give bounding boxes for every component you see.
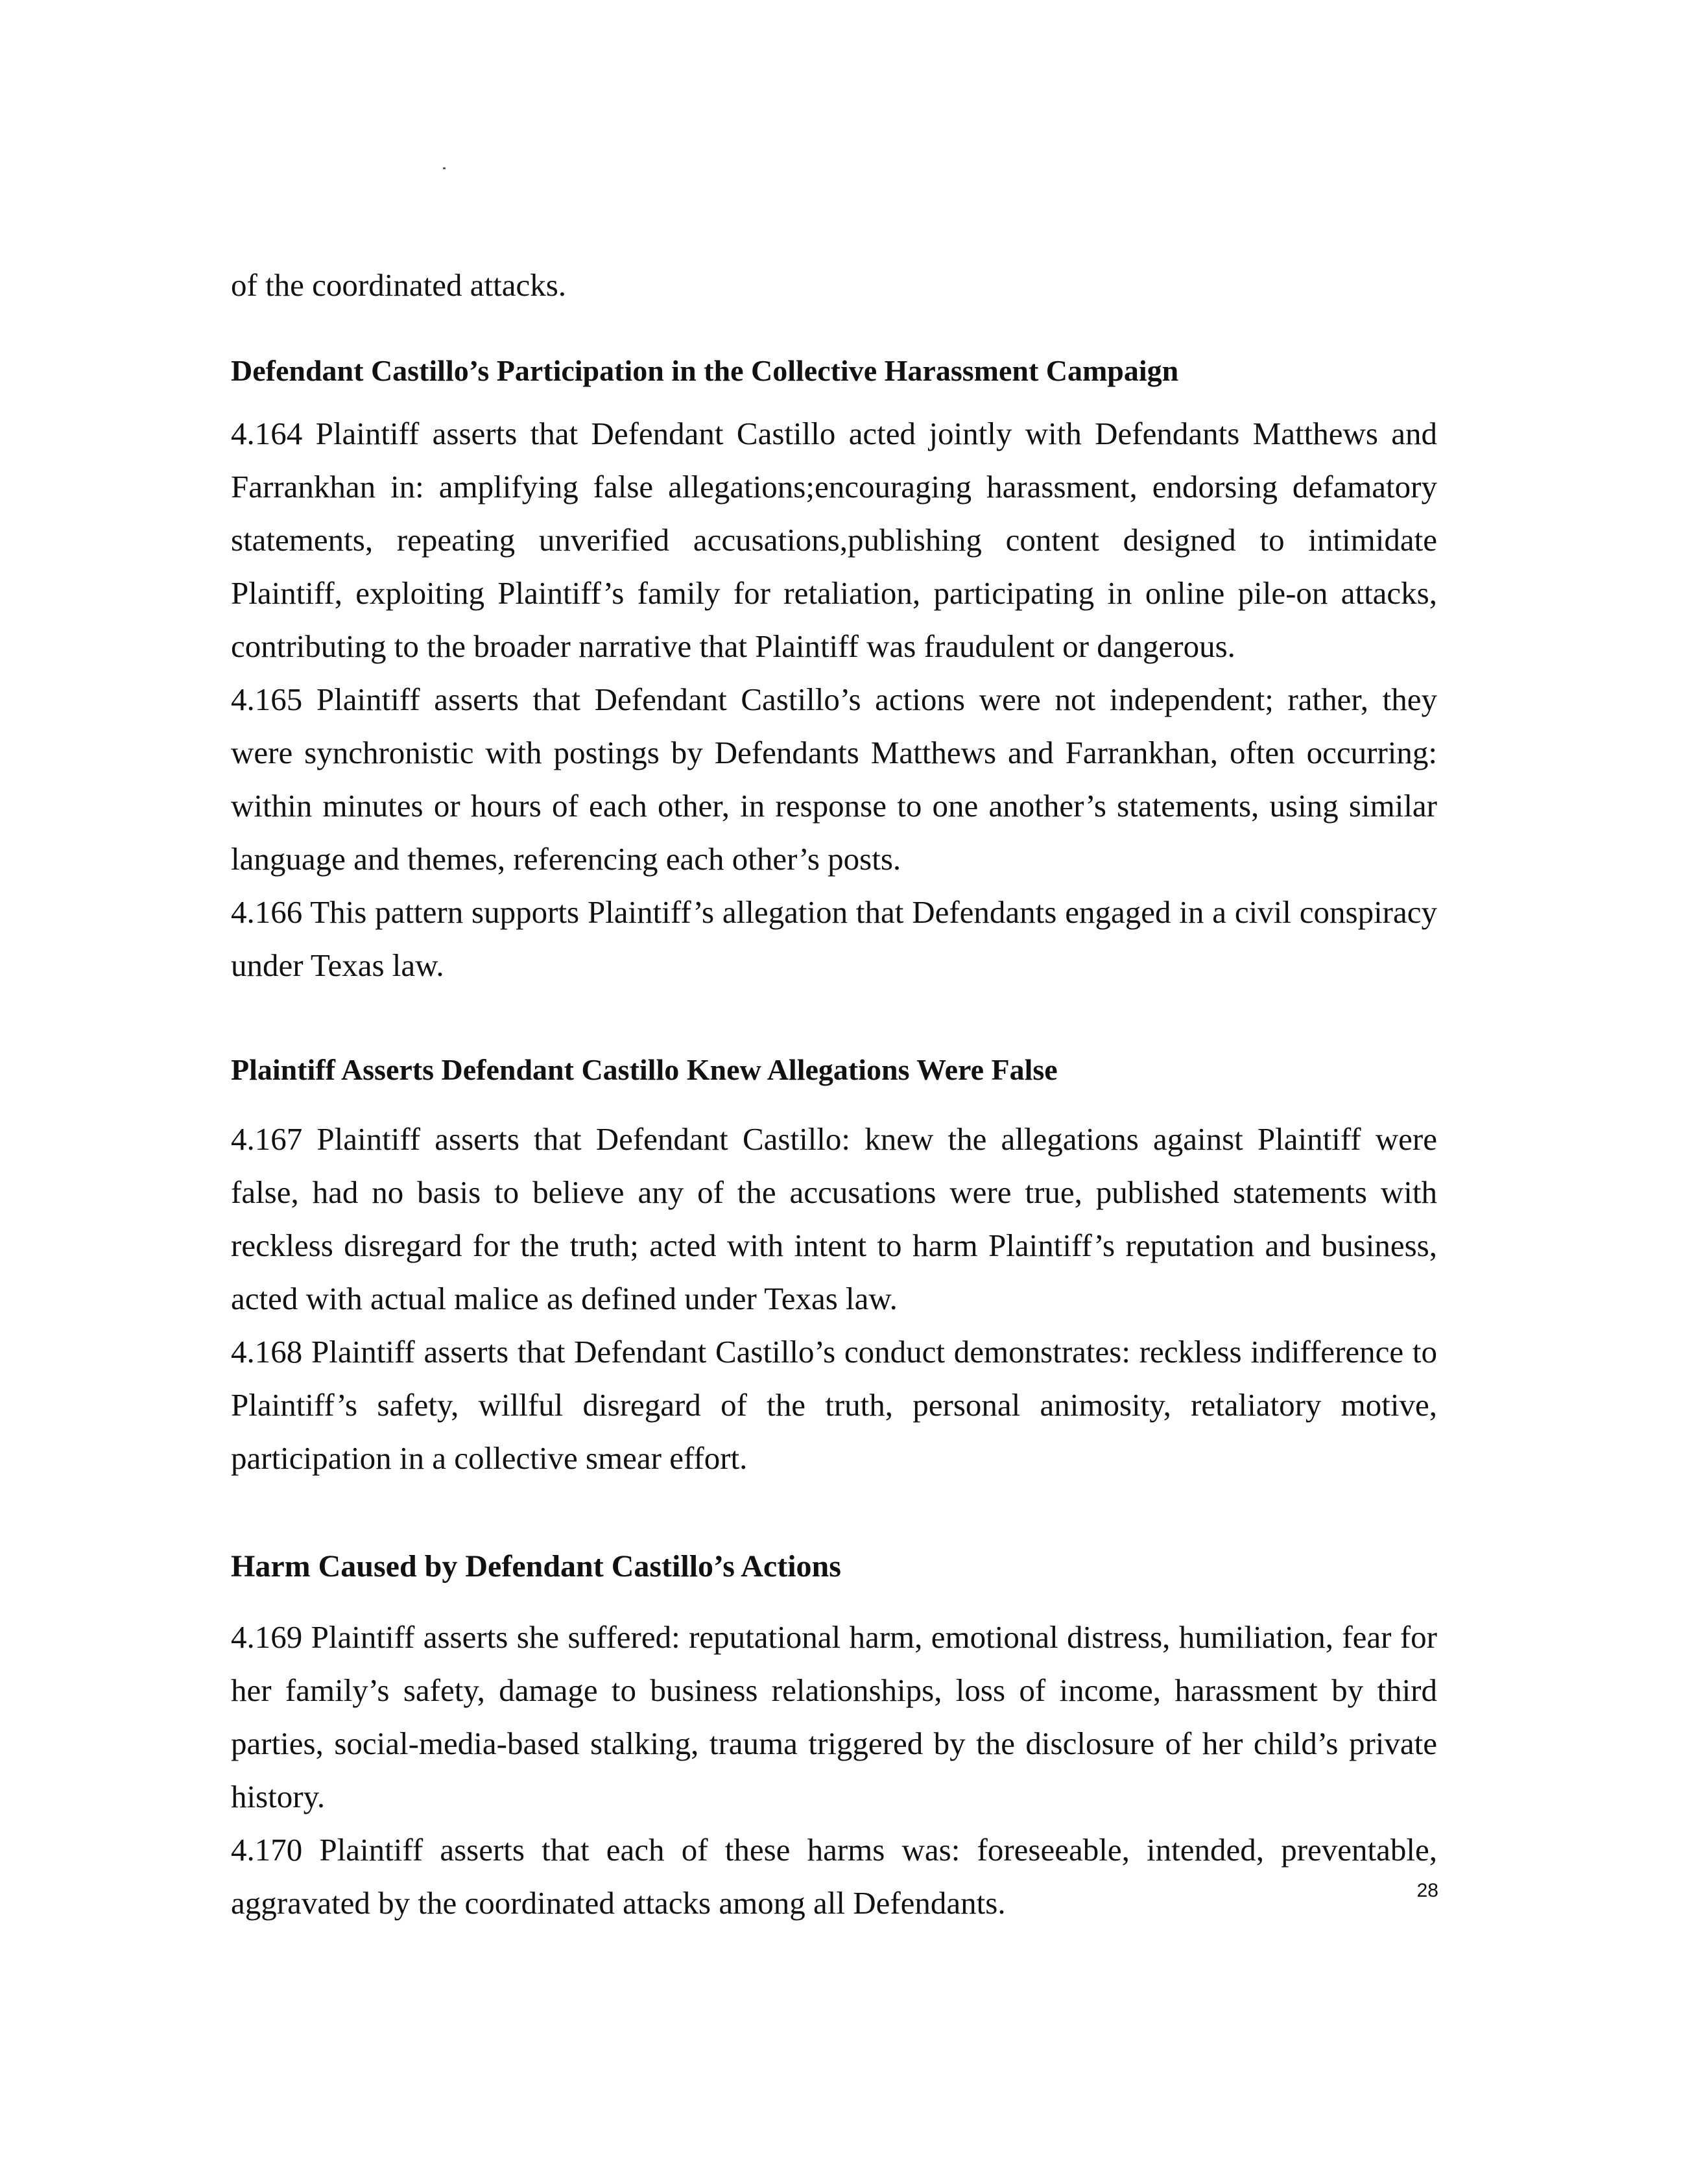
section-heading-knew-false: Plaintiff Asserts Defendant Castillo Knew Allegations Were False xyxy=(231,1053,1058,1086)
section-heading-harm: Harm Caused by Defendant Castillo’s Actions xyxy=(231,1549,841,1584)
continuation-text: of the coordinated attacks. xyxy=(231,267,567,303)
section-heading-participation: Defendant Castillo’s Participation in the Collective Harassment Campaign xyxy=(231,354,1179,387)
paragraph-4-169: 4.169 Plaintiff asserts she suffered: reputational harm, emotional distress, humiliation, fear for her family’s safety, damage to business relationships, loss of income, harassment by third parties, social-media-based stalking, trauma triggered by the disclosure of her child’s private history. xyxy=(231,1619,1437,1814)
paragraph-4-167: 4.167 Plaintiff asserts that Defendant Castillo: knew the allegations against Plaintiff were false, had no basis to believe any of the accusations were true, published statements with reckless disregard for the truth; acted with intent to harm Plaintiff’s reputation and business, acted with actual malice as defined under Texas law. xyxy=(231,1121,1437,1316)
paragraph-4-168: 4.168 Plaintiff asserts that Defendant Castillo’s conduct demonstrates: reckless indifference to Plaintiff’s safety, willful disregard of the truth, personal animosity, retaliatory motive, participation in a collective smear effort. xyxy=(231,1334,1437,1476)
page-body xyxy=(231,258,1437,1930)
page-number: 28 xyxy=(1416,1880,1438,1901)
scan-speck xyxy=(443,167,446,169)
paragraph-4-165: 4.165 Plaintiff asserts that Defendant Castillo’s actions were not independent; rather, they were synchronistic with postings by Defendants Matthews and Farrankhan, often occurring: within minutes or hours of each other, in response to one another’s statements, using similar language and themes, referencing each other’s posts. xyxy=(231,682,1437,877)
paragraph-4-166: 4.166 This pattern supports Plaintiff’s allegation that Defendants engaged in a civil conspiracy under Texas law. xyxy=(231,894,1437,983)
paragraph-4-170: 4.170 Plaintiff asserts that each of these harms was: foreseeable, intended, preventable, aggravated by the coordinated attacks among all Defendants. xyxy=(231,1832,1437,1921)
paragraph-4-164: 4.164 Plaintiff asserts that Defendant Castillo acted jointly with Defendants Matthews and Farrankhan in: amplifying false allegations;encouraging harassment, endorsing defamatory statements, repeating unverified accusations,publishing content designed to intimidate Plaintiff, exploiting Plaintiff’s family for retaliation, participating in online pile-on attacks, contributing to the broader narrative that Plaintiff was fraudulent or dangerous. xyxy=(231,416,1437,664)
